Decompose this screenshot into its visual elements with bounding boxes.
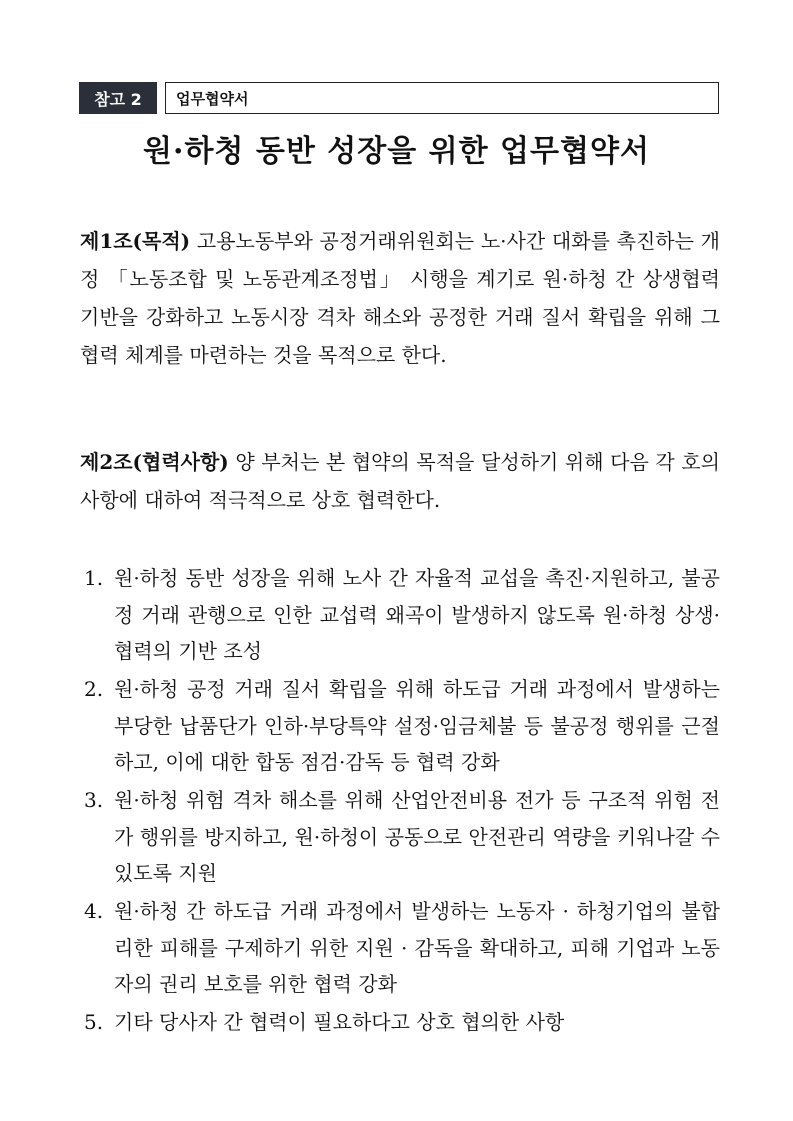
list-item	[80, 560, 720, 670]
list-item	[80, 1004, 720, 1041]
list-item-number: 5.	[84, 1010, 104, 1034]
list-item-text: 원·하청 공정 거래 질서 확립을 위해 하도급 거래 과정에서 발생하는 부당한 납품단가 인하·부당특약 설정·임금체불 등 불공정 행위를 근절하고, 이에 대한 합동 점검·감독 등 협력 강화	[114, 677, 720, 774]
list-item-text: 원·하청 간 하도급 거래 과정에서 발생하는 노동자 · 하청기업의 불합리한 피해를 구제하기 위한 지원 · 감독을 확대하고, 피해 기업과 노동자의 권리 보호를 위한 협력 강화	[114, 899, 720, 996]
cooperation-items-list	[80, 560, 720, 1042]
list-item-number: 4.	[84, 899, 104, 923]
document-title: 원·하청 동반 성장을 위한 업무협약서	[143, 134, 650, 169]
list-item-number: 3.	[84, 788, 104, 812]
list-item-number: 2.	[84, 677, 104, 701]
list-item	[80, 782, 720, 892]
article-1-text: 고용노동부와 공정거래위원회는 노·사간 대화를 촉진하는 개정 「노동조합 및 노동관계조정법」 시행을 계기로 원·하청 간 상생협력 기반을 강화하고 노동시장 격차 해소와 공정한 거래 질서 확립을 위해 그 협력 체계를 마련하는 것을 목적으로 한다.	[80, 229, 720, 367]
article-2-heading: 제2조(협력사항)	[80, 450, 229, 474]
article-2-text: 양 부처는 본 협약의 목적을 달성하기 위해 다음 각 호의 사항에 대하여 적극적으로 상호 협력한다.	[80, 450, 720, 512]
reference-badge: 참고 2	[79, 82, 157, 114]
reference-title-box: 업무협약서	[165, 82, 719, 114]
list-item	[80, 671, 720, 781]
article-2	[80, 443, 720, 519]
article-1-heading: 제1조(목적)	[80, 229, 191, 253]
list-item-text: 원·하청 동반 성장을 위해 노사 간 자율적 교섭을 촉진·지원하고, 불공정 거래 관행으로 인한 교섭력 왜곡이 발생하지 않도록 원·하청 상생·협력의 기반 조성	[114, 566, 720, 663]
list-item-text: 기타 당사자 간 협력이 필요하다고 상호 협의한 사항	[114, 1010, 565, 1034]
list-item-text: 원·하청 위험 격차 해소를 위해 산업안전비용 전가 등 구조적 위험 전가 행위를 방지하고, 원·하청이 공동으로 안전관리 역량을 키워나갈 수 있도록 지원	[114, 788, 720, 885]
list-item-number: 1.	[84, 566, 104, 590]
reference-header	[79, 82, 719, 114]
article-1	[80, 222, 720, 374]
header-gap	[157, 82, 165, 114]
list-item	[80, 893, 720, 1003]
